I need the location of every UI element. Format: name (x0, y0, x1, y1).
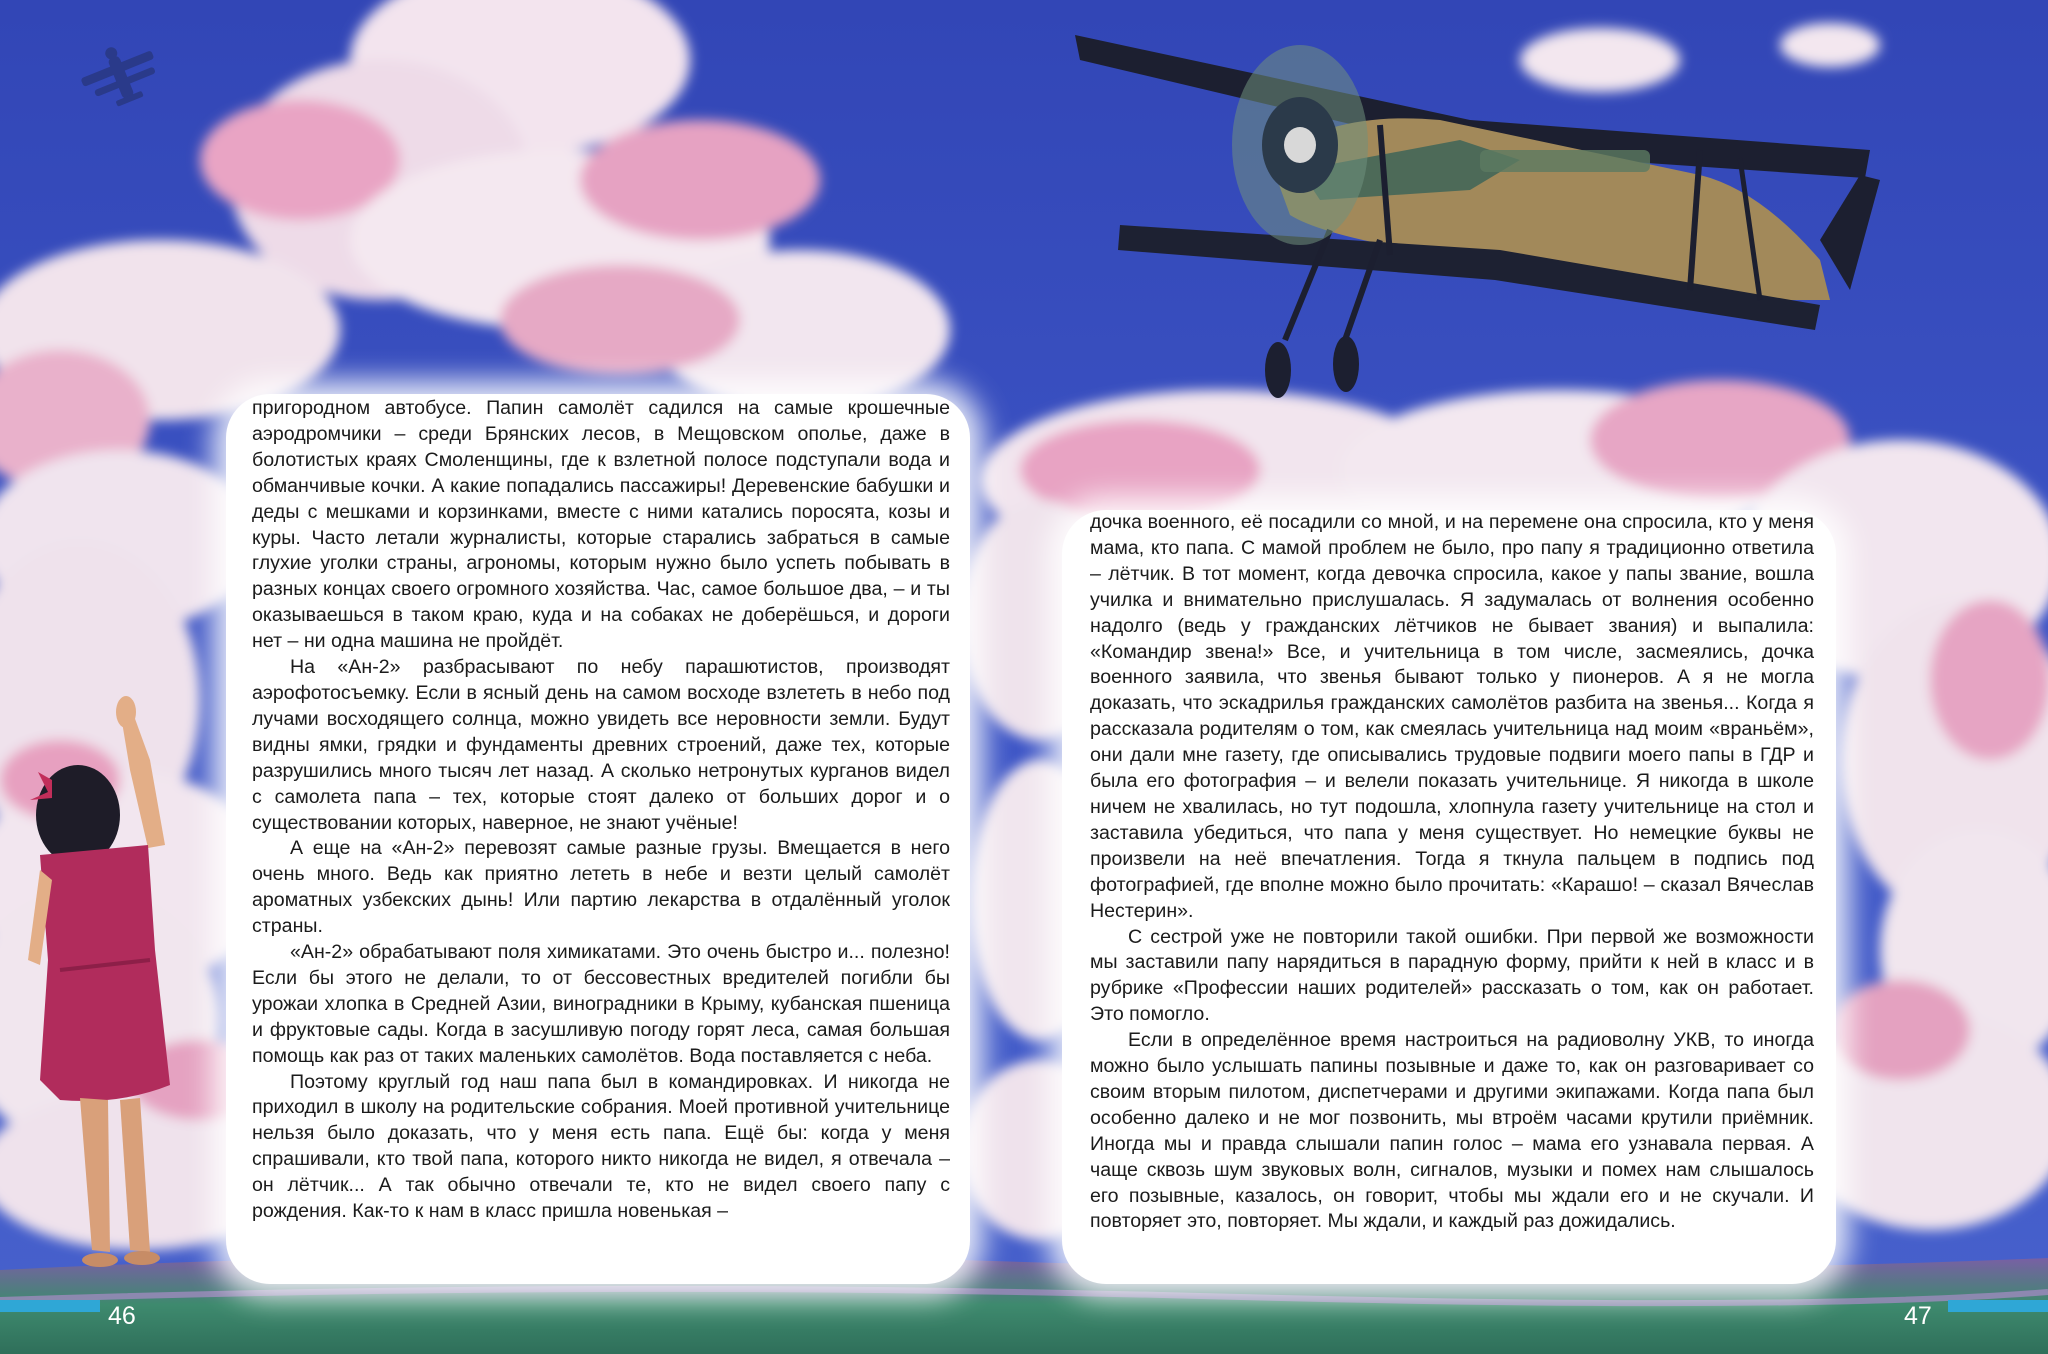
paragraph: Если в определённое время настроиться на радиоволну УКВ, то иногда можно было услышать папины позывные и даже то, как он разговаривает со своим вторым пилотом, диспетчерами и другими экипажами. Когда папа был особенно далеко и не мог позвонить, мы втроём часами крутили приёмник. Иногда мы и правда слышали папин голос – мама его узнавала первая. А чаще сквозь шум звуковых волн, сигналов, музыки и помех нам слышалось его позывные, казалось, он говорит, чтобы мы ждали его и не скучали. И повторяет это, повторяет. Мы ждали, и каждый раз дожидались. (1090, 1029, 1814, 1233)
paragraph: А еще на «Ан-2» перевозят самые разные грузы. Вмещается в него очень много. Ведь как приятно лететь в небе и везти целый самолёт ароматных узбекских дынь! Или партию лекарства в отдалённый уголок страны. (252, 837, 950, 938)
paragraph: пригородном автобусе. Папин самолёт садился на самые крошечные аэродромчики – среди Брянских лесов, в Мещовском ополье, даже в болотистых краях Смоленщины, где к взлетной полосе подступали вода и обманчивые кочки. А какие попадались пассажиры! Деревенские бабушки и деды с мешками и корзинками, вместе с ними катались поросята, козы и куры. Часто летали журналисты, которые старались забраться в самые глухие уголки страны, агрономы, которым нужно было успеть побывать в разных концах своего огромного хозяйства. Час, самое большое два, – и ты оказываешься в таком краю, куда и на собаках не доберёшься, и дороги нет – ни одна машина не пройдёт. (252, 397, 950, 653)
page-number-left: 46 (108, 1302, 136, 1330)
text-panel-left (226, 394, 970, 1284)
text-panel-right (1062, 510, 1836, 1284)
paragraph: С сестрой уже не повторили такой ошибки. При первой же возможности мы заставили папу нарядиться в парадную форму, прийти к ней в класс и в рубрике «Профессии наших родителей» рассказать о том, как он работает. Это помогло. (1090, 925, 1814, 1026)
paragraph: «Ан-2» обрабатывают поля химикатами. Это очень быстро и... полезно! Если бы этого не делали, то от бессовестных вредителей погибли бы урожаи хлопка в Средней Азии, виноградники в Крыму, кубанская пшеница и фруктовые сады. Когда в засушливую погоду горят леса, самая большая помощь как раз от таких маленьких самолётов. Вода поставляется с неба. (252, 941, 950, 1067)
paragraph: Поэтому круглый год наш папа был в командировках. И никогда не приходил в школу на родительские собрания. Моей противной учительнице нельзя было доказать, что у меня есть папа. Ещё бы: когда у меня спрашивали, кто твой папа, которого никто никогда не видел, я отвечала – он лётчик... А так обычно отвечали те, кто не видел своего папу с рождения. Как-то к нам в класс пришла новенькая – (252, 1070, 950, 1223)
paragraph: На «Ан-2» разбрасывают по небу парашютистов, производят аэрофотосъемку. Если в ясный день на самом восходе взлететь в небо под лучами восходящего солнца, можно увидеть все неровности земли. Будут видны ямки, грядки и фундаменты древних строений, даже тех, которые разрушились много тысяч лет назад. А сколько нетронутых курганов видел с самолета папа – тех, которые стоят далеко от больших дорог и о существовании которых, наверное, не знают учёные! (252, 656, 950, 834)
paragraph: дочка военного, её посадили со мной, и на перемене она спросила, кто у меня мама, кто папа. С мамой проблем не было, про папу я традиционно ответила – лётчик. В тот момент, когда девочка спросила, какое у папы звание, вошла училка и внимательно прислушалась. Я задумалась от волнения особенно надолго (ведь у гражданских лётчиков не бывает звания) и выпалила: «Командир звена!» Все, и учительница в том числе, засмеялись, дочка военного заявила, что звенья бывают только у пионеров. А я не могла доказать, что эскадрилья гражданских самолётов разбита на звенья... Когда я рассказала родителям о том, как смеялась учительница над моим «враньём», они дали мне газету, где описывались трудовые подвиги моего папы в ГДР и была его фотография – и велели показать учительнице. Я никогда в школе ничем не хвалилась, но тут подошла, хлопнула газету учительнице на стол и заставила убедиться, что папа у меня существует. Но немецкие буквы не произвели на неё впечатления. Тогда я ткнула пальцем в подпись под фотографией, где вполне можно было прочитать: «Карашо! – сказал Вячеслав Нестерин». (1090, 511, 1814, 922)
page-number-right: 47 (1904, 1302, 1932, 1330)
